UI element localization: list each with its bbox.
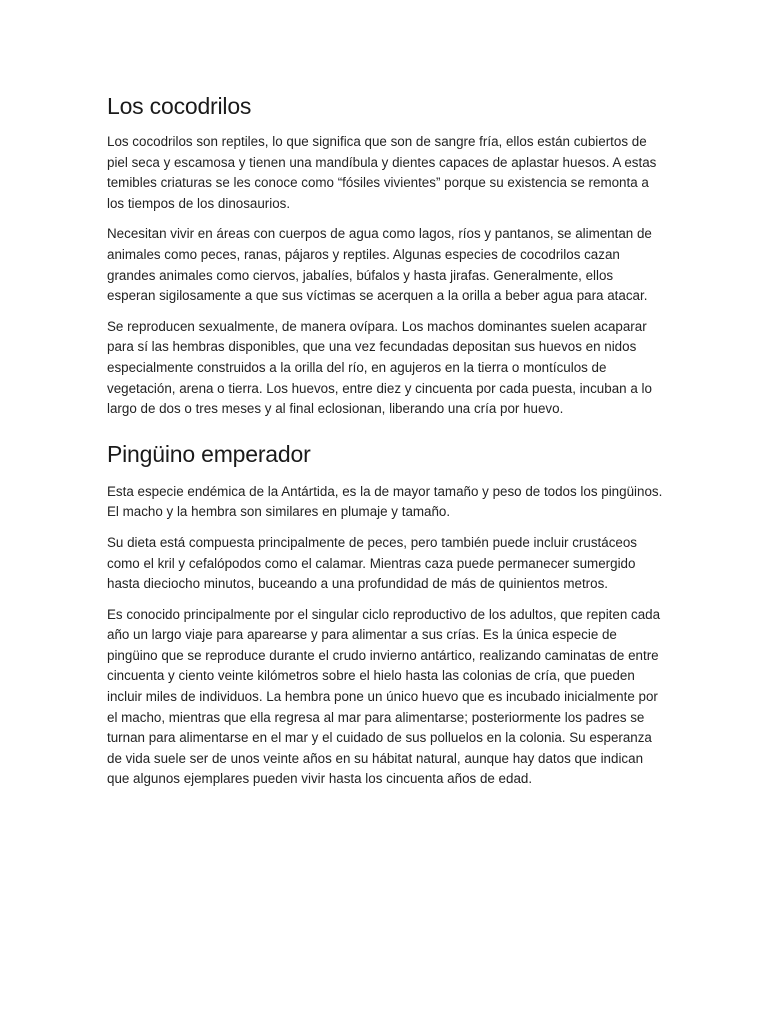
section-cocodrilos — [107, 90, 663, 420]
section-heading: Los cocodrilos — [107, 93, 252, 119]
paragraph: Esta especie endémica de la Antártida, es la de mayor tamaño y peso de todos los pingüinos. El macho y la hembra son similares en plumaje y tamaño. — [107, 483, 663, 520]
paragraph: Su dieta está compuesta principalmente de peces, pero también puede incluir crustáceos como el kril y cefalópodos como el calamar. Mientras caza puede permanecer sumergido hasta dieciocho minutos, buceando a una profundidad de más de quinientos metros. — [107, 534, 637, 592]
paragraph: Es conocido principalmente por el singular ciclo reproductivo de los adultos, que repiten cada año un largo viaje para aparearse y para alimentar a sus crías. Es la única especie de pingüino que se reproduce durante el crudo invierno antártico, realizando caminatas de entre cincuenta y ciento veinte kilómetros sobre el hielo hasta las colonias de cría, que pueden incluir miles de individuos. La hembra pone un único huevo que es incubado inicialmente por el macho, mientras que ella regresa al mar para alimentarse; posteriormente los padres se turnan para alimentarse en el mar y el cuidado de sus polluelos en la colonia. Su esperanza de vida suele ser de unos veinte años en su hábitat natural, aunque hay datos que indican que algunos ejemplares pueden vivir hasta los cincuenta años de edad. — [107, 606, 661, 787]
document-page — [107, 90, 663, 800]
paragraph: Necesitan vivir en áreas con cuerpos de agua como lagos, ríos y pantanos, se alimentan de animales como peces, ranas, pájaros y reptiles. Algunas especies de cocodrilos cazan grandes animales como ciervos, jabalíes, búfalos y hasta jirafas. Generalmente, ellos esperan sigilosamente a que sus víctimas se acerquen a la orilla a beber agua para atacar. — [107, 226, 652, 304]
section-heading: Pingüino emperador — [107, 440, 311, 467]
paragraph: Se reproducen sexualmente, de manera ovípara. Los machos dominantes suelen acaparar para sí las hembras disponibles, que una vez fecundadas depositan sus huevos en nidos especialmente construidos a la orilla del río, en agujeros en la tierra o montículos de vegetación, arena o tierra. Los huevos, entre diez y cincuenta por cada puesta, incuban a lo largo de dos o tres meses y al final eclosionan, liberando una cría por huevo. — [107, 318, 652, 417]
section-pinguino-emperador — [107, 438, 663, 790]
paragraph: Los cocodrilos son reptiles, lo que significa que son de sangre fría, ellos están cubiertos de piel seca y escamosa y tienen una mandíbula y dientes capaces de aplastar huesos. A estas temibles criaturas se les conoce como “fósiles vivientes” porque su existencia se remonta a los tiempos de los dinosaurios. — [107, 134, 657, 211]
